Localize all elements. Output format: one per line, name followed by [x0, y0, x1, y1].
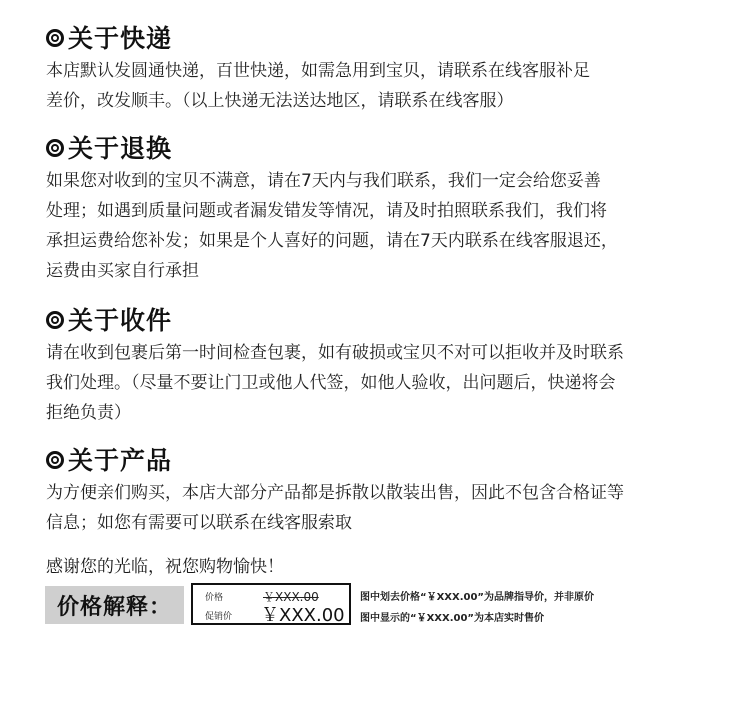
text-line: 运费由买家自行承担	[46, 261, 199, 281]
section-products	[46, 442, 624, 538]
list-price-label: 价格	[205, 593, 224, 603]
text-line: 如果您对收到的宝贝不满意，请在7天内与我们联系，我们一定会给您妥善	[46, 171, 601, 191]
section-body	[46, 56, 590, 116]
section-title: 关于收件	[68, 306, 173, 335]
list-price-value: ￥XXX.00	[263, 590, 319, 604]
bullseye-icon	[46, 451, 64, 469]
text-line: 为方便亲们购买，本店大部分产品都是拆散以散装出售，因此不包含合格证等	[46, 483, 624, 503]
bullseye-icon	[46, 29, 64, 47]
text-line: 处理；如遇到质量问题或者漏发错发等情况，请及时拍照联系我们，我们将	[46, 201, 607, 221]
text-line: 差价，改发顺丰。（以上快递无法送达地区，请联系在线客服）	[46, 91, 514, 111]
section-shipping	[46, 20, 590, 116]
text-line: 拒绝负责）	[46, 403, 131, 423]
text-line: 我们处理。（尽量不要让门卫或他人代签，如他人验收，出问题后，快递将会	[46, 373, 616, 393]
text-line: 信息；如您有需要可以联系在线客服索取	[46, 513, 352, 533]
bullseye-icon	[46, 311, 64, 329]
section-title: 关于快递	[68, 24, 173, 53]
section-body	[46, 478, 624, 538]
promo-price-label: 促销价	[205, 612, 233, 622]
section-receiving	[46, 302, 624, 428]
thanks-message: 感谢您的光临，祝您购物愉快！	[46, 557, 284, 577]
section-body	[46, 166, 618, 286]
section-body	[46, 338, 624, 428]
section-title: 关于产品	[68, 446, 173, 475]
price-explanation-label: 价格解释：	[45, 586, 184, 624]
text-line: 本店默认发圆通快递，百世快递，如需急用到宝贝，请联系在线客服补足	[46, 61, 590, 81]
section-heading	[46, 302, 624, 336]
promo-price-value: ￥XXX.00	[261, 605, 345, 626]
section-heading	[46, 20, 590, 54]
section-title: 关于退换	[68, 134, 173, 163]
bullseye-icon	[46, 139, 64, 157]
text-line: 请在收到包裹后第一时间检查包裹，如有破损或宝贝不对可以拒收并及时联系	[46, 343, 624, 363]
price-note-list: 图中划去价格“￥XXX.00”为品牌指导价，并非原价	[360, 592, 594, 603]
text-line: 承担运费给您补发；如果是个人喜好的问题，请在7天内联系在线客服退还，	[46, 231, 618, 251]
price-note-promo: 图中显示的“￥XXX.00”为本店实时售价	[360, 613, 544, 624]
section-heading	[46, 442, 624, 476]
section-returns	[46, 130, 618, 286]
section-heading	[46, 130, 618, 164]
price-example-box	[191, 583, 351, 625]
